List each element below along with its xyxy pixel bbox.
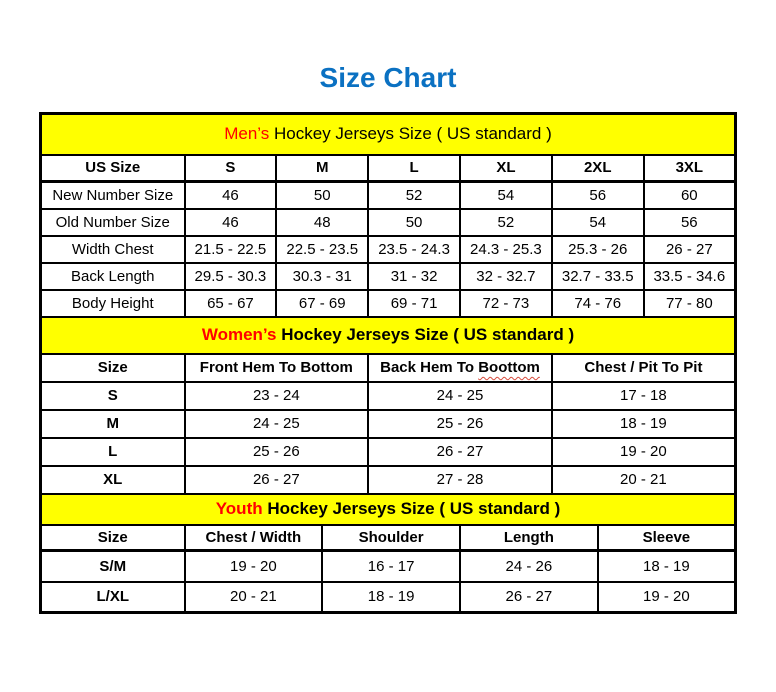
column-header-chest-pit: Chest / Pit To Pit — [552, 354, 736, 382]
table-cell: 69 - 71 — [368, 290, 460, 317]
mens-size-table — [39, 112, 737, 318]
youth-section-band — [41, 494, 736, 525]
column-header-sleeve: Sleeve — [598, 525, 736, 551]
table-cell: 22.5 - 23.5 — [276, 236, 368, 263]
table-cell: 23.5 - 24.3 — [368, 236, 460, 263]
table-cell: 19 - 20 — [552, 438, 736, 466]
womens-section-band — [41, 317, 736, 354]
row-label: S — [41, 382, 185, 410]
mens-header-row — [41, 155, 736, 182]
womens-label: Women’s — [201, 325, 277, 344]
table-row — [41, 290, 736, 317]
table-cell: 26 - 27 — [460, 582, 598, 613]
table-cell: 30.3 - 31 — [276, 263, 368, 290]
table-cell: 46 — [185, 182, 277, 209]
column-header-m: M — [276, 155, 368, 182]
mens-title-rest: Hockey Jerseys Size ( US standard ) — [269, 124, 552, 144]
table-cell: 19 - 20 — [598, 582, 736, 613]
table-cell: 23 - 24 — [185, 382, 369, 410]
table-cell: 60 — [644, 182, 736, 209]
table-row — [41, 263, 736, 290]
table-cell: 65 - 67 — [185, 290, 277, 317]
table-cell: 20 - 21 — [552, 466, 736, 494]
youth-section-title — [41, 494, 736, 525]
table-row — [41, 209, 736, 236]
row-label: Body Height — [41, 290, 185, 317]
youth-title-rest: Hockey Jerseys Size ( US standard ) — [262, 499, 561, 518]
table-cell: 52 — [460, 209, 552, 236]
row-label: L/XL — [41, 582, 185, 613]
table-cell: 67 - 69 — [276, 290, 368, 317]
table-cell: 27 - 28 — [368, 466, 552, 494]
table-cell: 21.5 - 22.5 — [185, 236, 277, 263]
table-cell: 25.3 - 26 — [552, 236, 644, 263]
table-cell: 18 - 19 — [598, 551, 736, 582]
mens-section-title — [41, 114, 736, 155]
column-header-2xl: 2XL — [552, 155, 644, 182]
column-header-3xl: 3XL — [644, 155, 736, 182]
table-row — [41, 236, 736, 263]
row-label: L — [41, 438, 185, 466]
table-cell: 56 — [644, 209, 736, 236]
row-label: S/M — [41, 551, 185, 582]
table-row — [41, 382, 736, 410]
table-cell: 24 - 25 — [185, 410, 369, 438]
youth-header-row — [41, 525, 736, 551]
table-cell: 54 — [552, 209, 644, 236]
row-label: Old Number Size — [41, 209, 185, 236]
table-cell: 18 - 19 — [322, 582, 460, 613]
row-label: XL — [41, 466, 185, 494]
table-cell: 26 - 27 — [644, 236, 736, 263]
table-cell: 24.3 - 25.3 — [460, 236, 552, 263]
table-row — [41, 466, 736, 494]
table-cell: 31 - 32 — [368, 263, 460, 290]
table-row — [41, 182, 736, 209]
table-cell: 16 - 17 — [322, 551, 460, 582]
womens-size-table — [39, 316, 737, 495]
column-header-size: Size — [41, 354, 185, 382]
table-cell: 50 — [276, 182, 368, 209]
womens-header-row — [41, 354, 736, 382]
table-cell: 46 — [185, 209, 277, 236]
table-cell: 32.7 - 33.5 — [552, 263, 644, 290]
row-label: M — [41, 410, 185, 438]
table-cell: 74 - 76 — [552, 290, 644, 317]
table-cell: 72 - 73 — [460, 290, 552, 317]
column-header-size: Size — [41, 525, 185, 551]
table-cell: 26 - 27 — [368, 438, 552, 466]
table-cell: 33.5 - 34.6 — [644, 263, 736, 290]
table-cell: 18 - 19 — [552, 410, 736, 438]
womens-title-rest: Hockey Jerseys Size ( US standard ) — [276, 325, 575, 344]
table-cell: 50 — [368, 209, 460, 236]
column-header-chest-width: Chest / Width — [185, 525, 323, 551]
table-cell: 24 - 25 — [368, 382, 552, 410]
column-header-front-hem: Front Hem To Bottom — [185, 354, 369, 382]
page-title: Size Chart — [319, 62, 457, 93]
mens-label: Men’s — [224, 124, 270, 144]
table-cell: 25 - 26 — [185, 438, 369, 466]
column-header-shoulder: Shoulder — [322, 525, 460, 551]
table-row — [41, 582, 736, 613]
table-cell: 56 — [552, 182, 644, 209]
table-cell: 20 - 21 — [185, 582, 323, 613]
misspelled-word: Boottom — [478, 359, 540, 376]
row-label: Width Chest — [41, 236, 185, 263]
table-cell: 19 - 20 — [185, 551, 323, 582]
column-header-back-hem — [368, 354, 552, 382]
table-cell: 26 - 27 — [185, 466, 369, 494]
size-chart — [39, 112, 737, 614]
table-cell: 77 - 80 — [644, 290, 736, 317]
row-label: Back Length — [41, 263, 185, 290]
column-header-xl: XL — [460, 155, 552, 182]
table-cell: 32 - 32.7 — [460, 263, 552, 290]
womens-section-title — [41, 317, 736, 354]
column-header-l: L — [368, 155, 460, 182]
table-cell: 24 - 26 — [460, 551, 598, 582]
mens-section-band — [41, 114, 736, 155]
table-row — [41, 410, 736, 438]
back-hem-prefix: Back Hem To — [380, 359, 479, 376]
table-cell: 25 - 26 — [368, 410, 552, 438]
table-row — [41, 438, 736, 466]
table-cell: 29.5 - 30.3 — [185, 263, 277, 290]
youth-size-table — [39, 493, 737, 615]
row-label: New Number Size — [41, 182, 185, 209]
column-header-length: Length — [460, 525, 598, 551]
youth-label: Youth — [215, 499, 263, 518]
table-cell: 54 — [460, 182, 552, 209]
table-row — [41, 551, 736, 582]
table-cell: 17 - 18 — [552, 382, 736, 410]
table-cell: 52 — [368, 182, 460, 209]
column-header-us-size: US Size — [41, 155, 185, 182]
column-header-s: S — [185, 155, 277, 182]
table-cell: 48 — [276, 209, 368, 236]
